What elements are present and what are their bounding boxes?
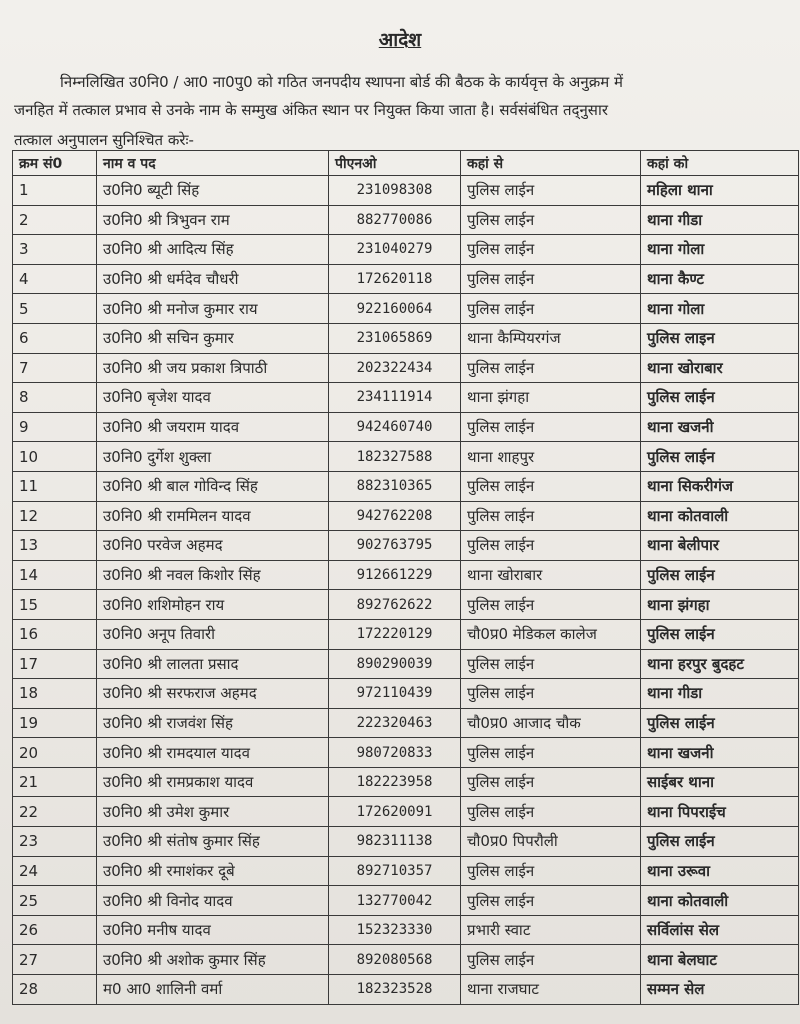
cell-to: थाना गीडा	[641, 205, 799, 235]
table-row	[13, 886, 799, 916]
cell-to: थाना खोराबार	[641, 353, 799, 383]
cell-serial: 26	[13, 915, 97, 945]
cell-to: थाना खजनी	[641, 412, 799, 442]
cell-name: उ0नि0 दुर्गेश शुक्ला	[97, 442, 329, 472]
table-row	[13, 294, 799, 324]
table-row	[13, 531, 799, 561]
cell-pno: 182323528	[329, 975, 461, 1005]
cell-name: उ0नि0 श्री अशोक कुमार सिंह	[97, 945, 329, 975]
cell-from: थाना राजघाट	[461, 975, 641, 1005]
cell-name: उ0नि0 श्री जय प्रकाश त्रिपाठी	[97, 353, 329, 383]
cell-pno: 132770042	[329, 886, 461, 916]
table-row	[13, 945, 799, 975]
cell-from: पुलिस लाईन	[461, 590, 641, 620]
table-row	[13, 856, 799, 886]
cell-from: चौ0प्र0 मेडिकल कालेज	[461, 619, 641, 649]
cell-to: थाना गोला	[641, 235, 799, 265]
cell-pno: 972110439	[329, 679, 461, 709]
cell-to: सर्विलांस सेल	[641, 915, 799, 945]
cell-to: पुलिस लाईन	[641, 442, 799, 472]
cell-from: पुलिस लाईन	[461, 767, 641, 797]
table-row	[13, 235, 799, 265]
cell-serial: 17	[13, 649, 97, 679]
cell-serial: 11	[13, 471, 97, 501]
cell-from: थाना कैम्पियरगंज	[461, 323, 641, 353]
cell-pno: 922160064	[329, 294, 461, 324]
col-header-to: कहां को	[641, 151, 799, 176]
cell-from: पुलिस लाईन	[461, 294, 641, 324]
col-header-serial: क्रम सं0	[13, 151, 97, 176]
cell-pno: 980720833	[329, 738, 461, 768]
cell-serial: 16	[13, 619, 97, 649]
cell-to: थाना कोतवाली	[641, 501, 799, 531]
cell-pno: 172220129	[329, 619, 461, 649]
cell-serial: 13	[13, 531, 97, 561]
cell-serial: 23	[13, 827, 97, 857]
cell-to: महिला थाना	[641, 176, 799, 206]
order-title: आदेश	[378, 29, 422, 51]
cell-serial: 14	[13, 560, 97, 590]
cell-pno: 231040279	[329, 235, 461, 265]
cell-name: उ0नि0 श्री सचिन कुमार	[97, 323, 329, 353]
cell-serial: 27	[13, 945, 97, 975]
cell-from: पुलिस लाईन	[461, 353, 641, 383]
cell-name: उ0नि0 श्री आदित्य सिंह	[97, 235, 329, 265]
cell-from: पुलिस लाईन	[461, 264, 641, 294]
cell-from: पुलिस लाईन	[461, 945, 641, 975]
table-row	[13, 471, 799, 501]
cell-pno: 182223958	[329, 767, 461, 797]
cell-to: थाना खजनी	[641, 738, 799, 768]
cell-from: पुलिस लाईन	[461, 235, 641, 265]
cell-pno: 912661229	[329, 560, 461, 590]
cell-from: पुलिस लाईन	[461, 205, 641, 235]
cell-to: थाना कोतवाली	[641, 886, 799, 916]
table-row	[13, 412, 799, 442]
cell-serial: 28	[13, 975, 97, 1005]
cell-from: पुलिस लाईन	[461, 501, 641, 531]
cell-name: उ0नि0 श्री धर्मदेव चौधरी	[97, 264, 329, 294]
cell-pno: 892080568	[329, 945, 461, 975]
cell-serial: 9	[13, 412, 97, 442]
cell-to: थाना गोला	[641, 294, 799, 324]
cell-serial: 7	[13, 353, 97, 383]
cell-name: उ0नि0 श्री राजवंश सिंह	[97, 708, 329, 738]
cell-name: उ0नि0 शशिमोहन राय	[97, 590, 329, 620]
cell-pno: 152323330	[329, 915, 461, 945]
cell-from: थाना झंगहा	[461, 383, 641, 413]
cell-to: सम्मन सेल	[641, 975, 799, 1005]
cell-name: उ0नि0 श्री सरफराज अहमद	[97, 679, 329, 709]
cell-to: पुलिस लाईन	[641, 619, 799, 649]
cell-from: चौ0प्र0 आजाद चौक	[461, 708, 641, 738]
cell-pno: 231098308	[329, 176, 461, 206]
cell-pno: 982311138	[329, 827, 461, 857]
cell-pno: 222320463	[329, 708, 461, 738]
cell-pno: 234111914	[329, 383, 461, 413]
cell-name: उ0नि0 श्री राममिलन यादव	[97, 501, 329, 531]
cell-serial: 18	[13, 679, 97, 709]
table-row	[13, 264, 799, 294]
cell-pno: 902763795	[329, 531, 461, 561]
cell-serial: 21	[13, 767, 97, 797]
cell-to: थाना गीडा	[641, 679, 799, 709]
cell-name: उ0नि0 श्री संतोष कुमार सिंह	[97, 827, 329, 857]
table-row	[13, 649, 799, 679]
cell-to: पुलिस लाईन	[641, 560, 799, 590]
cell-from: थाना खोराबार	[461, 560, 641, 590]
cell-to: थाना हरपुर बुदहट	[641, 649, 799, 679]
table-row	[13, 353, 799, 383]
table-row	[13, 679, 799, 709]
cell-pno: 892710357	[329, 856, 461, 886]
transfer-table	[12, 150, 799, 1005]
table-row	[13, 975, 799, 1005]
cell-serial: 25	[13, 886, 97, 916]
cell-to: थाना सिकरीगंज	[641, 471, 799, 501]
cell-serial: 22	[13, 797, 97, 827]
cell-serial: 5	[13, 294, 97, 324]
cell-name: उ0नि0 श्री विनोद यादव	[97, 886, 329, 916]
table-row	[13, 442, 799, 472]
cell-to: थाना झंगहा	[641, 590, 799, 620]
table-row	[13, 383, 799, 413]
table-row	[13, 767, 799, 797]
cell-name: उ0नि0 श्री उमेश कुमार	[97, 797, 329, 827]
cell-to: थाना उरूवा	[641, 856, 799, 886]
col-header-from: कहां से	[461, 151, 641, 176]
table-row	[13, 915, 799, 945]
cell-name: उ0नि0 श्री मनोज कुमार राय	[97, 294, 329, 324]
cell-to: थाना बेलघाट	[641, 945, 799, 975]
cell-from: पुलिस लाईन	[461, 531, 641, 561]
cell-from: पुलिस लाईन	[461, 886, 641, 916]
intro-line-2: जनहित में तत्काल प्रभाव से उनके नाम के सम्मुख अंकित स्थान पर नियुक्त किया जाता है। सर्वसंबंधित तद्नुसार	[14, 101, 608, 119]
intro-line-3: तत्काल अनुपालन सुनिश्चित करेः-	[14, 131, 194, 149]
cell-name: उ0नि0 श्री लालता प्रसाद	[97, 649, 329, 679]
cell-serial: 24	[13, 856, 97, 886]
cell-from: पुलिस लाईन	[461, 797, 641, 827]
col-header-name: नाम व पद	[97, 151, 329, 176]
cell-to: थाना कैण्ट	[641, 264, 799, 294]
cell-pno: 882770086	[329, 205, 461, 235]
cell-to: साईबर थाना	[641, 767, 799, 797]
intro-line-1: निम्नलिखित उ0नि0 / आ0 ना0पु0 को गठित जनपदीय स्थापना बोर्ड की बैठक के कार्यवृत्त के अनुक्रम में	[60, 73, 623, 91]
cell-serial: 8	[13, 383, 97, 413]
table-row	[13, 501, 799, 531]
table-row	[13, 619, 799, 649]
table-row	[13, 738, 799, 768]
cell-serial: 6	[13, 323, 97, 353]
cell-from: पुलिस लाईन	[461, 679, 641, 709]
cell-pno: 892762622	[329, 590, 461, 620]
cell-serial: 19	[13, 708, 97, 738]
cell-from: पुलिस लाईन	[461, 176, 641, 206]
table-row	[13, 205, 799, 235]
table-row	[13, 590, 799, 620]
cell-pno: 172620118	[329, 264, 461, 294]
cell-serial: 15	[13, 590, 97, 620]
table-body	[13, 176, 799, 1005]
cell-serial: 2	[13, 205, 97, 235]
cell-to: थाना पिपराईच	[641, 797, 799, 827]
cell-name: उ0नि0 ब्यूटी सिंह	[97, 176, 329, 206]
cell-pno: 231065869	[329, 323, 461, 353]
cell-pno: 882310365	[329, 471, 461, 501]
cell-pno: 182327588	[329, 442, 461, 472]
cell-name: उ0नि0 बृजेश यादव	[97, 383, 329, 413]
table-row	[13, 176, 799, 206]
col-header-pno: पीएनओ	[329, 151, 461, 176]
cell-to: थाना बेलीपार	[641, 531, 799, 561]
cell-from: थाना शाहपुर	[461, 442, 641, 472]
table-row	[13, 797, 799, 827]
cell-serial: 12	[13, 501, 97, 531]
table-row	[13, 323, 799, 353]
cell-serial: 3	[13, 235, 97, 265]
cell-name: उ0नि0 परवेज अहमद	[97, 531, 329, 561]
cell-name: उ0नि0 श्री रामप्रकाश यादव	[97, 767, 329, 797]
cell-name: उ0नि0 श्री जयराम यादव	[97, 412, 329, 442]
cell-name: उ0नि0 श्री रमाशंकर दूबे	[97, 856, 329, 886]
cell-name: उ0नि0 श्री बाल गोविन्द सिंह	[97, 471, 329, 501]
cell-pno: 890290039	[329, 649, 461, 679]
table-row	[13, 560, 799, 590]
cell-name: उ0नि0 श्री नवल किशोर सिंह	[97, 560, 329, 590]
cell-pno: 172620091	[329, 797, 461, 827]
cell-name: उ0नि0 अनूप तिवारी	[97, 619, 329, 649]
cell-from: पुलिस लाईन	[461, 412, 641, 442]
cell-from: पुलिस लाईन	[461, 471, 641, 501]
cell-from: पुलिस लाईन	[461, 738, 641, 768]
cell-name: उ0नि0 श्री रामदयाल यादव	[97, 738, 329, 768]
cell-serial: 10	[13, 442, 97, 472]
cell-pno: 202322434	[329, 353, 461, 383]
table-row	[13, 708, 799, 738]
table-row	[13, 827, 799, 857]
table-header-row	[13, 151, 799, 176]
cell-to: पुलिस लाईन	[641, 708, 799, 738]
cell-name: उ0नि0 श्री त्रिभुवन राम	[97, 205, 329, 235]
cell-from: पुलिस लाईन	[461, 649, 641, 679]
cell-to: पुलिस लाईन	[641, 827, 799, 857]
cell-serial: 4	[13, 264, 97, 294]
cell-pno: 942762208	[329, 501, 461, 531]
cell-name: म0 आ0 शालिनी वर्मा	[97, 975, 329, 1005]
cell-name: उ0नि0 मनीष यादव	[97, 915, 329, 945]
cell-to: पुलिस लाइन	[641, 323, 799, 353]
cell-serial: 20	[13, 738, 97, 768]
cell-pno: 942460740	[329, 412, 461, 442]
cell-from: चौ0प्र0 पिपरौली	[461, 827, 641, 857]
cell-to: पुलिस लाईन	[641, 383, 799, 413]
cell-serial: 1	[13, 176, 97, 206]
cell-from: प्रभारी स्वाट	[461, 915, 641, 945]
cell-from: पुलिस लाईन	[461, 856, 641, 886]
